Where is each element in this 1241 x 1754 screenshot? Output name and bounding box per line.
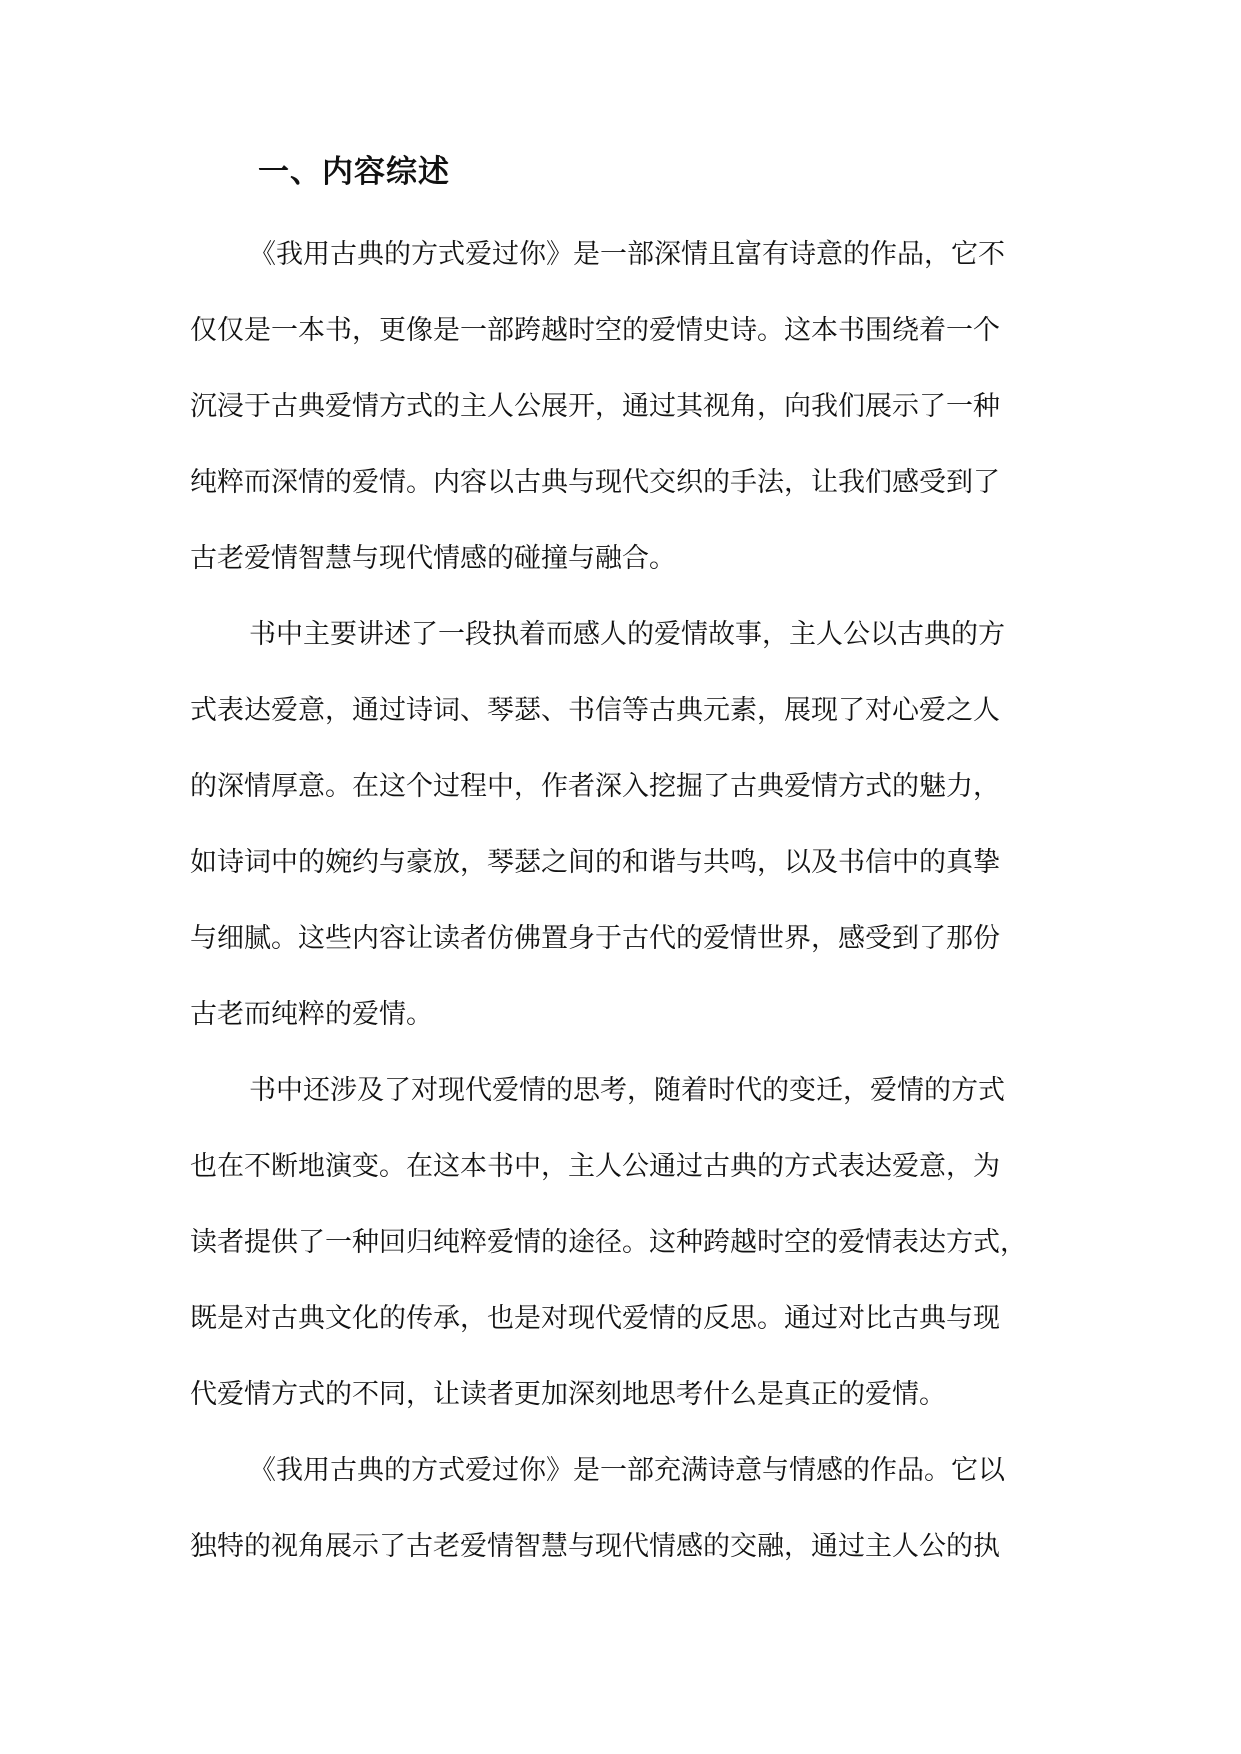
paragraph-1-line-1: 《我用古典的方式爱过你》是一部深情且富有诗意的作品，它不	[249, 239, 1005, 270]
paragraph-1-line-2: 仅仅是一本书，更像是一部跨越时空的爱情史诗。这本书围绕着一个	[190, 315, 1000, 346]
paragraph-3-line-2: 也在不断地演变。在这本书中，主人公通过古典的方式表达爱意，为	[190, 1151, 1000, 1182]
paragraph-2-line-1: 书中主要讲述了一段执着而感人的爱情故事，主人公以古典的方	[249, 619, 1005, 650]
paragraph-2-line-6: 古老而纯粹的爱情。	[190, 999, 433, 1030]
paragraph-2-line-5: 与细腻。这些内容让读者仿佛置身于古代的爱情世界，感受到了那份	[190, 923, 1000, 954]
paragraph-2-line-2: 式表达爱意，通过诗词、琴瑟、书信等古典元素，展现了对心爱之人	[190, 695, 1000, 726]
paragraph-4-line-2: 独特的视角展示了古老爱情智慧与现代情感的交融，通过主人公的执	[190, 1531, 1000, 1562]
paragraph-3-line-5: 代爱情方式的不同，让读者更加深刻地思考什么是真正的爱情。	[190, 1379, 946, 1410]
paragraph-1-line-4: 纯粹而深情的爱情。内容以古典与现代交织的手法，让我们感受到了	[190, 467, 1000, 498]
paragraph-3-line-3: 读者提供了一种回归纯粹爱情的途径。这种跨越时空的爱情表达方式，	[190, 1227, 1027, 1258]
paragraph-4-line-1: 《我用古典的方式爱过你》是一部充满诗意与情感的作品。它以	[249, 1455, 1005, 1486]
section-heading: 一、内容综述	[258, 154, 450, 190]
paragraph-1-line-3: 沉浸于古典爱情方式的主人公展开，通过其视角，向我们展示了一种	[190, 391, 1000, 422]
paragraph-2-line-3: 的深情厚意。在这个过程中，作者深入挖掘了古典爱情方式的魅力，	[190, 771, 1000, 802]
paragraph-2-line-4: 如诗词中的婉约与豪放，琴瑟之间的和谐与共鸣，以及书信中的真挚	[190, 847, 1000, 878]
paragraph-1-line-5: 古老爱情智慧与现代情感的碰撞与融合。	[190, 543, 676, 574]
paragraph-3-line-1: 书中还涉及了对现代爱情的思考，随着时代的变迁，爱情的方式	[249, 1075, 1005, 1106]
paragraph-3-line-4: 既是对古典文化的传承，也是对现代爱情的反思。通过对比古典与现	[190, 1303, 1000, 1334]
